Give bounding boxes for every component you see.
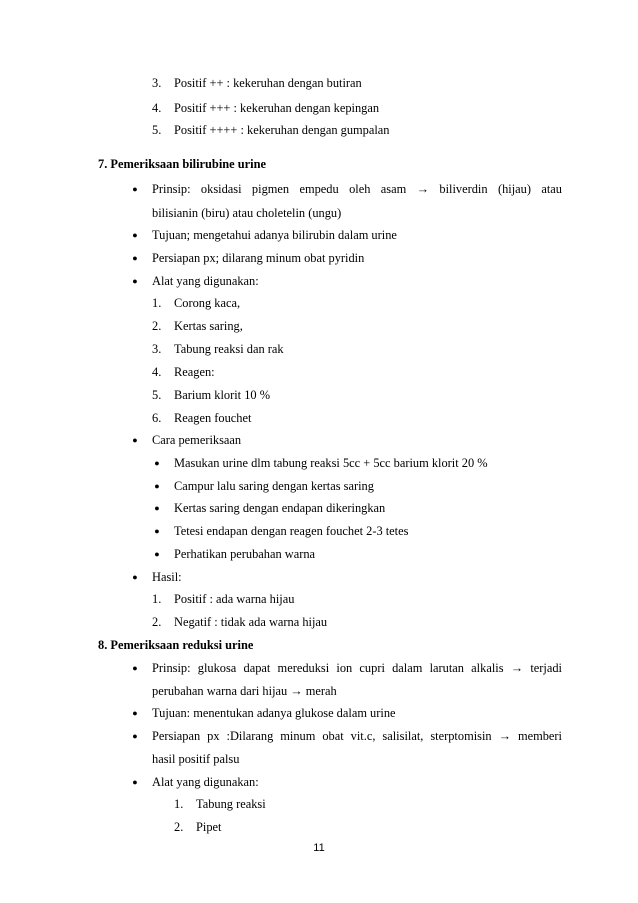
- list-item: Campur lalu saring dengan kertas saring: [174, 479, 374, 493]
- list-item: 2. Pipet: [174, 820, 222, 834]
- persiapan-text: Persiapan px :Dilarang minum obat vit.c, salisilat, sterptomisin → memberi: [152, 729, 562, 743]
- list-item: Tetesi endapan dengan reagen fouchet 2-3 tetes: [174, 524, 409, 538]
- bullet-icon: ●: [154, 503, 160, 513]
- tujuan-text: Tujuan; mengetahui adanya bilirubin dalam urine: [152, 228, 397, 242]
- prinsip-text: Prinsip: glukosa dapat mereduksi ion cupri dalam larutan alkalis → terjadi: [152, 661, 562, 675]
- bullet-icon: ●: [154, 481, 160, 491]
- list-item: 4. Reagen:: [152, 365, 215, 379]
- prinsip-text-cont: perubahan warna dari hijau → merah: [152, 684, 337, 698]
- list-item: Perhatikan perubahan warna: [174, 547, 316, 561]
- bullet-icon: ●: [132, 276, 138, 286]
- bullet-icon: ●: [154, 549, 160, 559]
- bullet-icon: ●: [132, 777, 138, 787]
- page-number: 11: [313, 842, 325, 854]
- list-item: 4. Positif +++ : kekeruhan dengan kepingan: [152, 101, 380, 115]
- section-heading: 8. Pemeriksaan reduksi urine: [98, 638, 254, 652]
- list-item: Masukan urine dlm tabung reaksi 5cc + 5cc barium klorit 20 %: [174, 456, 488, 470]
- bullet-icon: ●: [132, 253, 138, 263]
- list-item: 3. Tabung reaksi dan rak: [152, 342, 284, 356]
- bullet-icon: ●: [132, 230, 138, 240]
- bullet-icon: ●: [132, 708, 138, 718]
- tujuan-text: Tujuan: menentukan adanya glukose dalam urine: [152, 706, 396, 720]
- cara-label: Cara pemeriksaan: [152, 433, 242, 447]
- list-item: 6. Reagen fouchet: [152, 411, 252, 425]
- bullet-icon: ●: [132, 184, 138, 194]
- hasil-label: Hasil:: [152, 570, 182, 584]
- bullet-icon: ●: [132, 572, 138, 582]
- prinsip-text: Prinsip: oksidasi pigmen empedu oleh asam → biliverdin (hijau) atau: [152, 182, 562, 196]
- list-item: Kertas saring dengan endapan dikeringkan: [174, 501, 386, 515]
- bullet-icon: ●: [154, 526, 160, 536]
- prinsip-text-cont: bilisianin (biru) atau choletelin (ungu): [152, 206, 342, 220]
- list-item: 2. Kertas saring,: [152, 319, 243, 333]
- section-heading: 7. Pemeriksaan bilirubine urine: [98, 157, 266, 171]
- list-item: 3. Positif ++ : kekeruhan dengan butiran: [152, 76, 362, 90]
- bullet-icon: ●: [154, 458, 160, 468]
- list-item: 5. Positif ++++ : kekeruhan dengan gumpalan: [152, 123, 390, 137]
- bullet-icon: ●: [132, 435, 138, 445]
- list-item: 5. Barium klorit 10 %: [152, 388, 271, 402]
- bullet-icon: ●: [132, 663, 138, 673]
- alat-label: Alat yang digunakan:: [152, 775, 259, 789]
- list-item: 2. Negatif : tidak ada warna hijau: [152, 615, 328, 629]
- persiapan-text-cont: hasil positif palsu: [152, 752, 240, 766]
- list-item: 1. Tabung reaksi: [174, 797, 266, 811]
- bullet-icon: ●: [132, 731, 138, 741]
- list-item: 1. Positif : ada warna hijau: [152, 592, 295, 606]
- list-item: 1. Corong kaca,: [152, 296, 241, 310]
- alat-label: Alat yang digunakan:: [152, 274, 259, 288]
- persiapan-text: Persiapan px; dilarang minum obat pyridin: [152, 251, 365, 265]
